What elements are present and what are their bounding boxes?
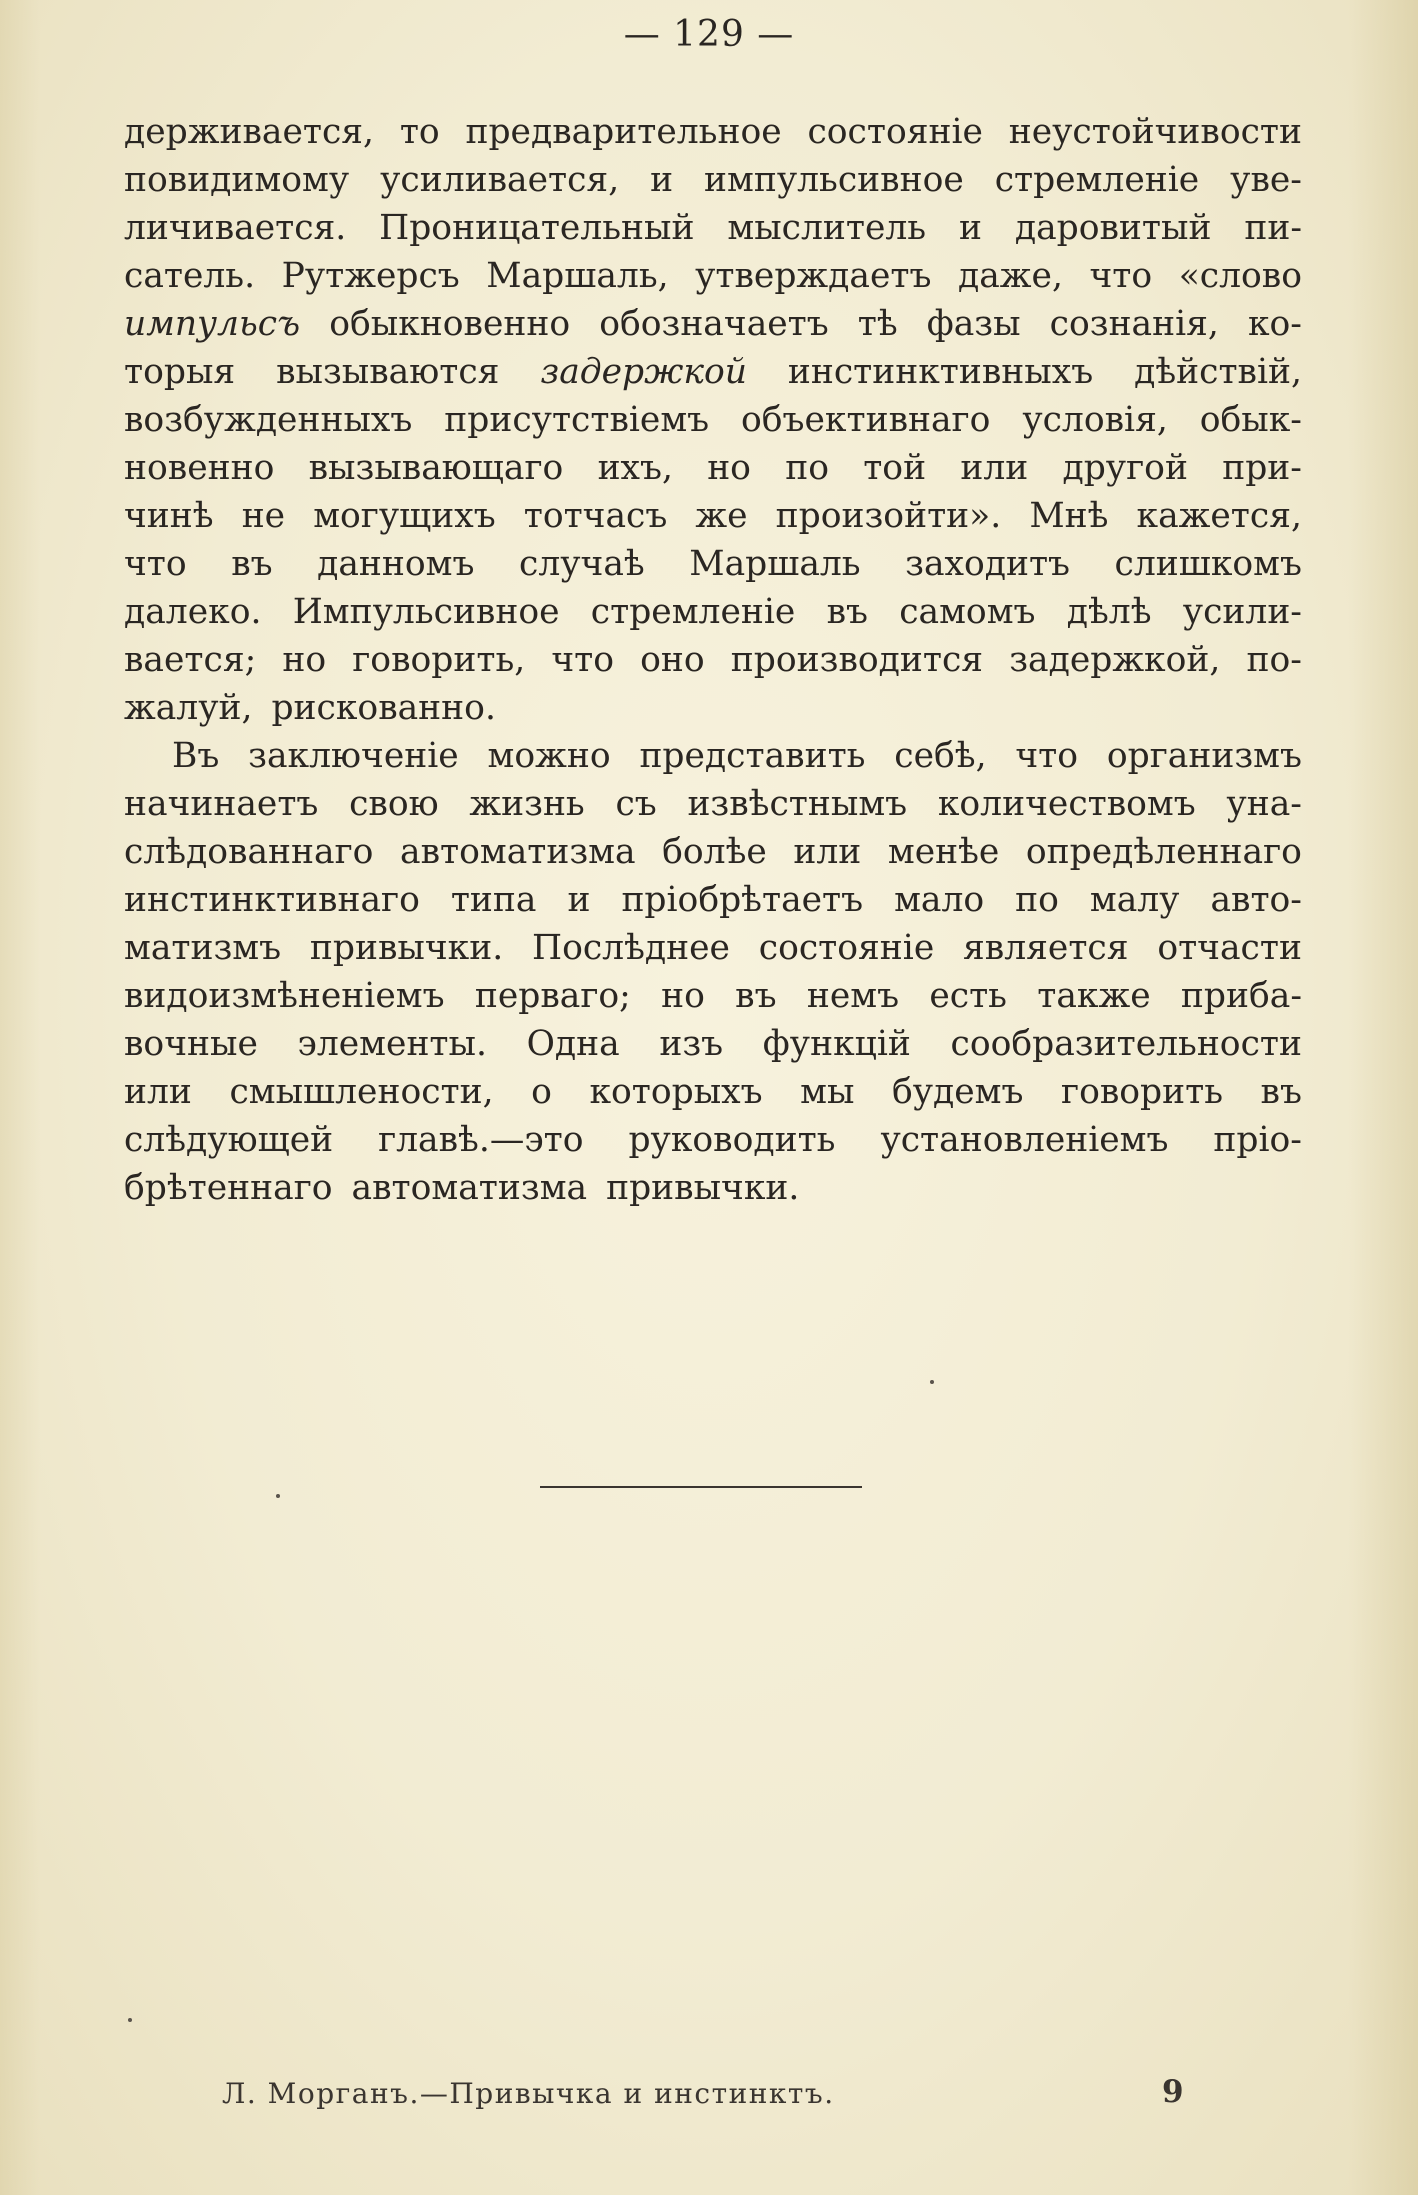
word: ко- <box>1247 304 1302 344</box>
word: или <box>124 1072 192 1112</box>
printer-signature-mark: 9 <box>1162 2074 1184 2110</box>
word: торыя <box>124 352 236 392</box>
word: перваго; <box>474 976 631 1016</box>
word: или <box>960 448 1029 488</box>
text-line <box>124 108 1302 156</box>
word: малу <box>1089 880 1180 920</box>
word: утверждаетъ <box>695 256 932 296</box>
word: болѣе <box>662 832 767 872</box>
word: организмъ <box>1106 736 1302 776</box>
word: матизмъ <box>124 928 282 968</box>
word: что <box>1015 736 1079 776</box>
word: слишкомъ <box>1114 544 1302 584</box>
word: пріобрѣтаетъ <box>621 880 864 920</box>
text-line <box>124 300 1302 348</box>
word: личивается. <box>124 208 347 248</box>
text-line <box>124 780 1302 828</box>
word: слѣдованнаго <box>124 832 374 872</box>
word: функцій <box>762 1024 911 1064</box>
word: и <box>958 208 982 248</box>
word: кажется, <box>1136 496 1302 536</box>
word: въ <box>231 544 273 584</box>
word: Проницательный <box>379 208 695 248</box>
word: при- <box>1222 448 1302 488</box>
word: далеко. <box>124 592 262 632</box>
text-line <box>124 732 1302 780</box>
page-number-header: — 129 — <box>623 14 795 55</box>
word: могущихъ <box>313 496 496 536</box>
word: немъ <box>806 976 900 1016</box>
body-text <box>124 108 1302 1212</box>
word: даровитый <box>1014 208 1212 248</box>
word: свою <box>349 784 439 824</box>
word: опредѣленнаго <box>1025 832 1302 872</box>
word: задержкой, <box>1009 640 1221 680</box>
text-line <box>124 1068 1302 1116</box>
word: самомъ <box>899 592 1036 632</box>
word: по- <box>1246 640 1302 680</box>
word: менѣе <box>887 832 1000 872</box>
word: мыслитель <box>727 208 927 248</box>
word: приба- <box>1180 976 1302 1016</box>
section-end-rule <box>540 1486 862 1488</box>
word: вочные <box>124 1024 258 1064</box>
word: изъ <box>659 1024 724 1064</box>
word: же <box>695 496 748 536</box>
paper-speck <box>276 1494 280 1498</box>
word: есть <box>929 976 1007 1016</box>
word: произойти». <box>775 496 1002 536</box>
word: въ <box>1260 1072 1302 1112</box>
word: извѣстнымъ <box>687 784 908 824</box>
word: типа <box>450 880 537 920</box>
word: объективнаго <box>741 400 991 440</box>
word: обык- <box>1199 400 1302 440</box>
word: уна- <box>1226 784 1302 824</box>
word: чинѣ <box>124 496 214 536</box>
word: неустойчивости <box>1008 112 1302 152</box>
word: слѣдующей <box>124 1120 334 1160</box>
text-line <box>124 924 1302 972</box>
word: но <box>661 976 705 1016</box>
word: то <box>399 112 440 152</box>
word: возбужденныхъ <box>124 400 413 440</box>
paper-speck <box>128 2018 132 2022</box>
text-line <box>124 444 1302 492</box>
word: себѣ, <box>894 736 987 776</box>
word: усили- <box>1182 592 1302 632</box>
word: съ <box>615 784 657 824</box>
word: состояніе <box>758 928 935 968</box>
word: говорить, <box>352 640 526 680</box>
word: тотчасъ <box>523 496 668 536</box>
word: даже, <box>957 256 1063 296</box>
paper-speck <box>930 1380 934 1384</box>
word: о <box>531 1072 552 1112</box>
word: брѣтеннаго <box>124 1168 333 1208</box>
word: автоматизма <box>400 832 636 872</box>
word: смышлености, <box>229 1072 494 1112</box>
word: стремленіе <box>994 160 1200 200</box>
text-line <box>124 636 1302 684</box>
word: можно <box>487 736 611 776</box>
word: случаѣ <box>519 544 645 584</box>
word: ихъ, <box>597 448 673 488</box>
word: уве- <box>1230 160 1302 200</box>
word: въ <box>735 976 777 1016</box>
word: другой <box>1062 448 1188 488</box>
word: Импульсивное <box>292 592 560 632</box>
word: начинаетъ <box>124 784 319 824</box>
text-line <box>124 684 1302 732</box>
word: Въ <box>172 736 220 776</box>
word: заключеніе <box>248 736 459 776</box>
word: представить <box>639 736 866 776</box>
word: инстинктивныхъ <box>787 352 1094 392</box>
word: сатель. <box>124 256 256 296</box>
word: но <box>282 640 327 680</box>
word: не <box>241 496 286 536</box>
word: данномъ <box>317 544 475 584</box>
text-line <box>124 348 1302 396</box>
word: Маршаль <box>689 544 861 584</box>
word: что <box>124 544 187 584</box>
word: является <box>963 928 1129 968</box>
word: привычки. <box>606 1168 800 1208</box>
word: въ <box>826 592 868 632</box>
word: по <box>785 448 829 488</box>
word: пи- <box>1244 208 1302 248</box>
word: вызывающаго <box>308 448 564 488</box>
word: главѣ.—это <box>378 1120 584 1160</box>
text-line <box>124 1020 1302 1068</box>
word: инстинктивнаго <box>124 880 420 920</box>
text-line <box>124 1164 1302 1212</box>
text-line <box>124 252 1302 300</box>
word: вызываются <box>276 352 500 392</box>
text-line <box>124 492 1302 540</box>
word: говорить <box>1061 1072 1223 1112</box>
running-footer-title: Л. Морганъ.—Привычка и инстинктъ. <box>222 2077 835 2110</box>
word: которыхъ <box>589 1072 763 1112</box>
word: авто- <box>1210 880 1302 920</box>
word: рискованно. <box>271 688 496 728</box>
word: пріо- <box>1213 1120 1302 1160</box>
word: жизнь <box>469 784 585 824</box>
word: стремленіе <box>590 592 796 632</box>
text-line <box>124 156 1302 204</box>
text-line <box>124 972 1302 1020</box>
word: мы <box>800 1072 855 1112</box>
word: будемъ <box>891 1072 1024 1112</box>
word: Рутжерсъ <box>281 256 460 296</box>
word: мало <box>894 880 985 920</box>
word: привычки. <box>309 928 504 968</box>
word: также <box>1037 976 1151 1016</box>
word: но <box>707 448 751 488</box>
word: усиливается, <box>380 160 620 200</box>
text-line <box>124 1116 1302 1164</box>
word: Послѣднее <box>531 928 730 968</box>
word: новенно <box>124 448 275 488</box>
word: повидимому <box>124 160 350 200</box>
word: присутствіемъ <box>444 400 710 440</box>
word: оно <box>640 640 705 680</box>
word: что <box>1089 256 1153 296</box>
text-line <box>124 396 1302 444</box>
word: автоматизма <box>351 1168 588 1208</box>
word: установленіемъ <box>880 1120 1169 1160</box>
word: Одна <box>526 1024 620 1064</box>
word: по <box>1015 880 1059 920</box>
word: состояніе <box>807 112 983 152</box>
word: элементы. <box>297 1024 487 1064</box>
word: видоизмѣненіемъ <box>124 976 445 1016</box>
word: и <box>650 160 674 200</box>
text-line <box>124 204 1302 252</box>
word: тѣ <box>857 304 898 344</box>
word: дѣлѣ <box>1066 592 1152 632</box>
word: той <box>863 448 927 488</box>
text-line <box>124 588 1302 636</box>
word: заходитъ <box>905 544 1071 584</box>
word: «слово <box>1178 256 1302 296</box>
text-line <box>124 540 1302 588</box>
word: или <box>793 832 862 872</box>
word: вается; <box>124 640 257 680</box>
word: Маршаль, <box>486 256 669 296</box>
word: жалуй, <box>124 688 253 728</box>
word: обозначаетъ <box>599 304 829 344</box>
word: фазы <box>926 304 1021 344</box>
word: Мнѣ <box>1029 496 1109 536</box>
word: количествомъ <box>937 784 1196 824</box>
word: и <box>567 880 591 920</box>
word: производится <box>730 640 984 680</box>
word: руководить <box>628 1120 836 1160</box>
word: сознанія, <box>1049 304 1219 344</box>
word: предварительное <box>465 112 782 152</box>
text-line <box>124 876 1302 924</box>
word: импульсивное <box>704 160 964 200</box>
word: отчасти <box>1157 928 1302 968</box>
word: сообразительности <box>950 1024 1302 1064</box>
word: обыкновенно <box>329 304 571 344</box>
word: импульсъ <box>124 304 301 344</box>
word: держивается, <box>124 112 375 152</box>
text-line <box>124 828 1302 876</box>
word: дѣйствій, <box>1134 352 1302 392</box>
word: условія, <box>1022 400 1168 440</box>
word: что <box>551 640 614 680</box>
word: задержкой <box>540 352 747 392</box>
